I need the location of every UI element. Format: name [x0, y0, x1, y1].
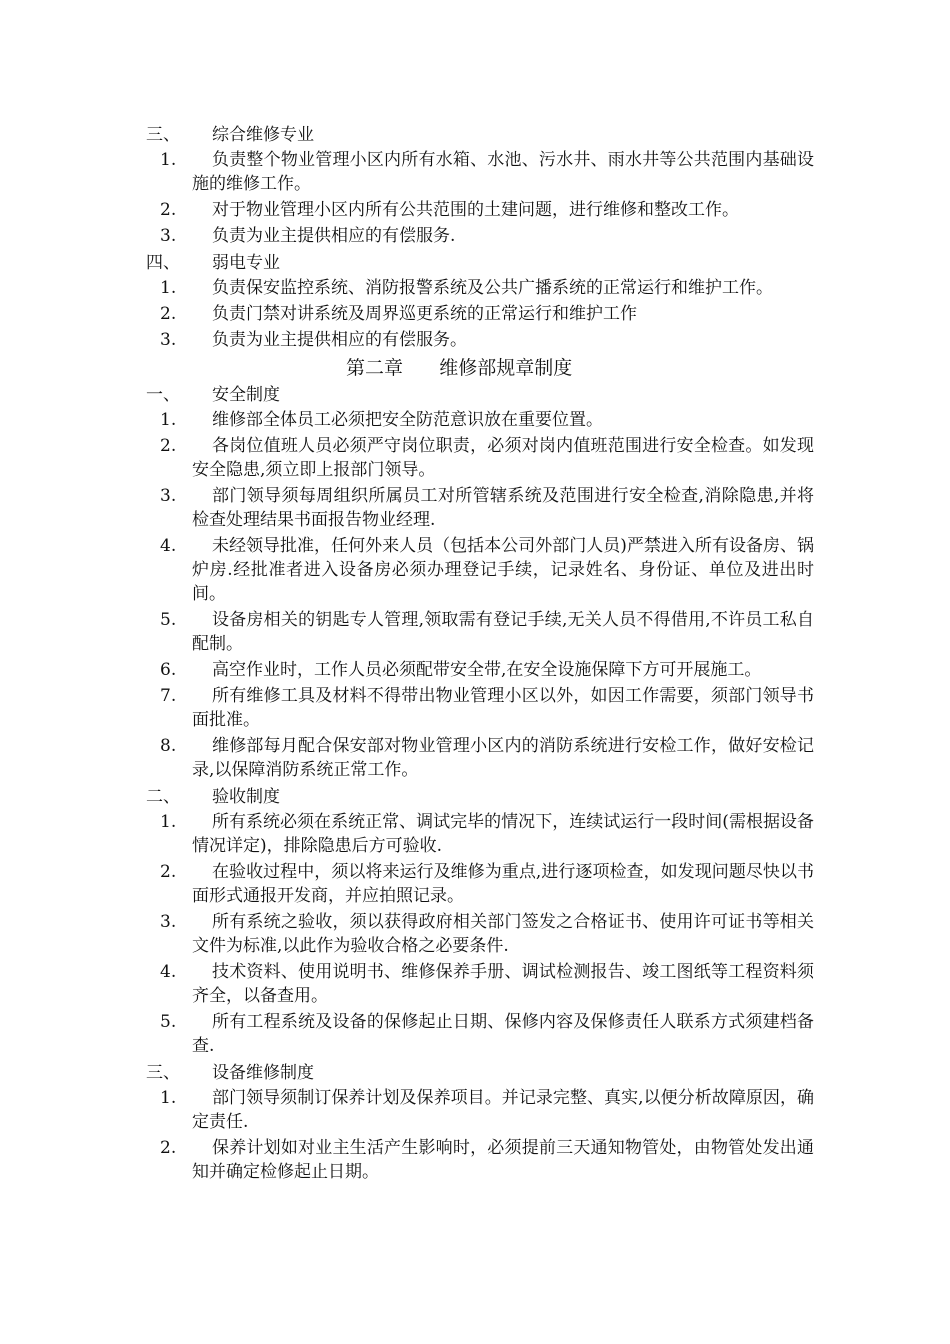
- list-item-number-cell: [0, 860, 192, 908]
- list-item: [0, 860, 950, 908]
- list-item-number: 4.: [160, 536, 177, 556]
- list-item-number: 1.: [160, 812, 177, 832]
- document-page: [0, 122, 950, 1186]
- list-item: [0, 608, 950, 656]
- list-item-text: 未经领导批准，任何外来人员（包括本公司外部门人员)严禁进入所有设备房、锅炉房.经批准者进入设备房必须办理登记手续，记录姓名、身份证、单位及进出时间。: [192, 536, 814, 604]
- list-item-text: 负责为业主提供相应的有偿服务。: [212, 330, 467, 350]
- list-item-number-cell: [0, 408, 192, 432]
- list-item: [0, 434, 950, 482]
- list-item-number: 3.: [160, 486, 177, 506]
- list-item-text: 负责保安监控系统、消防报警系统及公共广播系统的正常运行和维护工作。: [212, 278, 773, 298]
- section-title: 设备维修制度: [212, 1063, 314, 1083]
- list-item-text: 所有系统必须在系统正常、调试完毕的情况下，连续试运行一段时间(需根据设备情况详定)，排除隐患后方可验收.: [192, 812, 814, 856]
- list-item-number-cell: [0, 960, 192, 1008]
- list-item-text: 设备房相关的钥匙专人管理,领取需有登记手续,无关人员不得借用,不许员工私自配制。: [192, 610, 814, 654]
- list-item-number: 5.: [160, 610, 177, 630]
- list-item: [0, 1010, 950, 1058]
- list-item: [0, 302, 950, 326]
- list-item-number: 1.: [160, 150, 177, 170]
- list-item-number-cell: [0, 684, 192, 732]
- section-heading: [0, 1060, 950, 1086]
- list-item-text: 各岗位值班人员必须严守岗位职责，必须对岗内值班范围进行安全检查。如发现安全隐患,须立即上报部门领导。: [192, 436, 814, 480]
- section-heading: [0, 122, 950, 148]
- list-item-text: 负责为业主提供相应的有偿服务.: [212, 226, 456, 246]
- list-item-number-cell: [0, 328, 192, 352]
- list-item-number: 2.: [160, 862, 177, 882]
- list-item: [0, 484, 950, 532]
- list-item-number: 5.: [160, 1012, 177, 1032]
- list-item-number-cell: [0, 198, 192, 222]
- list-item: [0, 224, 950, 248]
- section-heading: [0, 784, 950, 810]
- list-item: [0, 734, 950, 782]
- section-title: 安全制度: [212, 385, 280, 405]
- list-item-text: 维修部每月配合保安部对物业管理小区内的消防系统进行安检工作，做好安检记录,以保障消防系统正常工作。: [192, 736, 814, 780]
- list-item-number-cell: [0, 734, 192, 782]
- list-item-number: 2.: [160, 200, 177, 220]
- list-item-number: 8.: [160, 736, 177, 756]
- section-number: 二、: [146, 787, 180, 807]
- list-item-number: 2.: [160, 304, 177, 324]
- section-heading: [0, 382, 950, 408]
- list-item-number-cell: [0, 484, 192, 532]
- list-item-text: 所有系统之验收，须以获得政府相关部门签发之合格证书、使用许可证书等相关文件为标准,以此作为验收合格之必要条件.: [192, 912, 814, 956]
- list-item-text: 维修部全体员工必须把安全防范意识放在重要位置。: [212, 410, 603, 430]
- list-item-number: 1.: [160, 278, 177, 298]
- list-item-number-cell: [0, 148, 192, 196]
- list-item: [0, 658, 950, 682]
- list-item-number: 7.: [160, 686, 177, 706]
- list-item-number-cell: [0, 810, 192, 858]
- list-item-text: 保养计划如对业主生活产生影响时，必须提前三天通知物管处，由物管处发出通知并确定检修起止日期。: [192, 1138, 814, 1182]
- list-item: [0, 408, 950, 432]
- list-item-number-cell: [0, 1010, 192, 1058]
- list-item-number: 3.: [160, 912, 177, 932]
- list-item: [0, 198, 950, 222]
- list-item: [0, 534, 950, 606]
- list-item-number-cell: [0, 658, 192, 682]
- list-item-text: 所有维修工具及材料不得带出物业管理小区以外，如因工作需要，须部门领导书面批准。: [192, 686, 814, 730]
- list-item-number-cell: [0, 276, 192, 300]
- list-item: [0, 328, 950, 352]
- list-item: [0, 960, 950, 1008]
- list-item-number-cell: [0, 534, 192, 606]
- list-item-text: 负责门禁对讲系统及周界巡更系统的正常运行和维护工作: [212, 304, 637, 324]
- list-item-text: 负责整个物业管理小区内所有水箱、水池、污水井、雨水井等公共范围内基础设施的维修工作。: [192, 150, 814, 194]
- list-item-number: 6.: [160, 660, 177, 680]
- list-item-text: 对于物业管理小区内所有公共范围的土建问题，进行维修和整改工作。: [212, 200, 739, 220]
- list-item: [0, 684, 950, 732]
- list-item: [0, 148, 950, 196]
- section-heading: [0, 250, 950, 276]
- section-number: 三、: [146, 1063, 180, 1083]
- list-item-number: 1.: [160, 410, 177, 430]
- list-item: [0, 1086, 950, 1134]
- section-title: 弱电专业: [212, 253, 280, 273]
- list-item: [0, 910, 950, 958]
- list-item-number-cell: [0, 224, 192, 248]
- list-item-number: 1.: [160, 1088, 177, 1108]
- section-title: 验收制度: [212, 787, 280, 807]
- list-item-number-cell: [0, 608, 192, 656]
- list-item-text: 部门领导须每周组织所属员工对所管辖系统及范围进行安全检查,消除隐患,并将检查处理结果书面报告物业经理.: [192, 486, 814, 530]
- list-item: [0, 810, 950, 858]
- list-item-text: 部门领导须制订保养计划及保养项目。并记录完整、真实,以便分析故障原因，确定责任.: [192, 1088, 814, 1132]
- list-item-number-cell: [0, 434, 192, 482]
- list-item-number-cell: [0, 910, 192, 958]
- list-item: [0, 1136, 950, 1184]
- list-item-number: 4.: [160, 962, 177, 982]
- section-number: 一、: [146, 385, 180, 405]
- list-item-number: 3.: [160, 330, 177, 350]
- list-item-number-cell: [0, 1086, 192, 1134]
- list-item-number: 2.: [160, 436, 177, 456]
- list-item-text: 技术资料、使用说明书、维修保养手册、调试检测报告、竣工图纸等工程资料须齐全，以备查用。: [192, 962, 814, 1006]
- list-item-number-cell: [0, 302, 192, 326]
- list-item: [0, 276, 950, 300]
- section-number: 四、: [146, 253, 180, 273]
- list-item-number-cell: [0, 1136, 192, 1184]
- list-item-number: 3.: [160, 226, 177, 246]
- list-item-number: 2.: [160, 1138, 177, 1158]
- list-item-text: 高空作业时，工作人员必须配带安全带,在安全设施保障下方可开展施工。: [212, 660, 762, 680]
- chapter-heading: 第二章 维修部规章制度: [346, 357, 573, 379]
- section-number: 三、: [146, 125, 180, 145]
- list-item-text: 在验收过程中，须以将来运行及维修为重点,进行逐项检查，如发现问题尽快以书面形式通报开发商，并应拍照记录。: [192, 862, 814, 906]
- section-title: 综合维修专业: [212, 125, 314, 145]
- list-item-text: 所有工程系统及设备的保修起止日期、保修内容及保修责任人联系方式须建档备查.: [192, 1012, 814, 1056]
